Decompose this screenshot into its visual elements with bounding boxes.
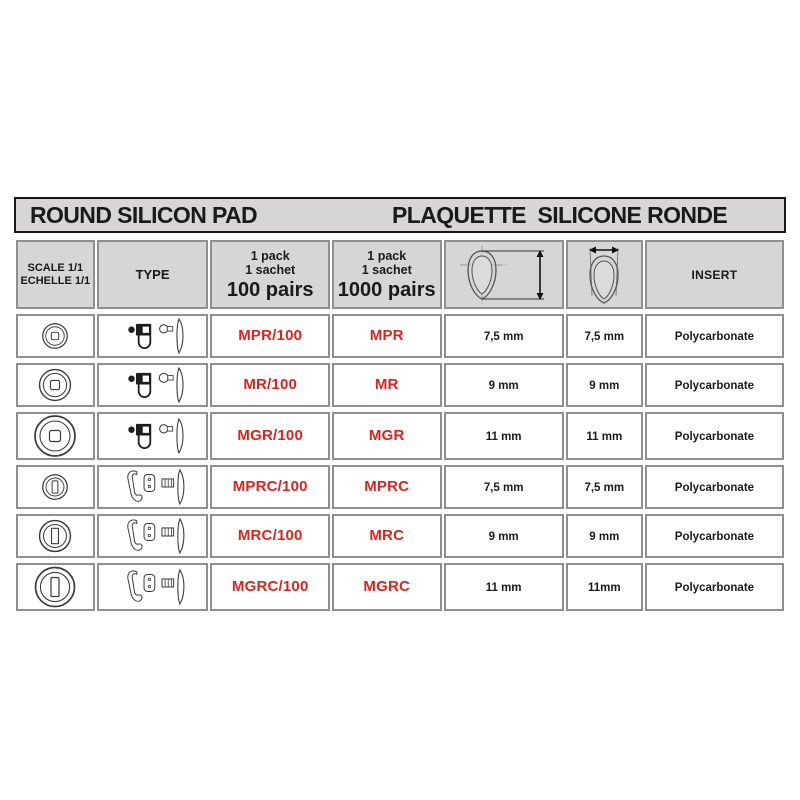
round-pad-slot-hole-icon <box>18 516 93 556</box>
round-pad-slot-hole-icon <box>18 467 93 507</box>
product-code: MPRC <box>364 478 410 495</box>
scale-cell <box>16 514 95 558</box>
pack-label: 1 pack <box>250 248 290 263</box>
insert-material: Polycarbonate <box>674 582 755 594</box>
width-cell <box>566 465 643 509</box>
pairs-100-label: 100 pairs <box>226 278 314 301</box>
product-code: MRC/100 <box>237 527 303 544</box>
hook-clip-pad-icon <box>99 516 207 556</box>
height-cell <box>444 465 564 509</box>
product-code: MGRC <box>363 578 411 595</box>
type-cell <box>97 514 209 558</box>
title-bar <box>14 197 786 233</box>
header-pad-height <box>444 240 564 309</box>
scale-cell <box>16 465 95 509</box>
type-cell <box>97 363 209 407</box>
header-pack-1000 <box>332 240 442 309</box>
table-row <box>16 363 784 407</box>
code-1000-cell <box>332 563 442 611</box>
width-value: 7,5 mm <box>584 331 625 343</box>
code-1000-cell <box>332 465 442 509</box>
header-scale <box>16 240 95 309</box>
code-100-cell <box>210 363 329 407</box>
title-english: ROUND SILICON PAD <box>30 201 258 228</box>
code-100-cell <box>210 412 329 460</box>
insert-material: Polycarbonate <box>674 380 755 392</box>
code-1000-cell <box>332 412 442 460</box>
height-value: 11 mm <box>485 582 522 594</box>
screw-clip-pad-icon <box>99 316 207 356</box>
table-row <box>16 514 784 558</box>
height-value: 9 mm <box>488 531 519 543</box>
screw-clip-pad-icon <box>99 414 207 458</box>
insert-cell <box>645 363 784 407</box>
product-code: MPRC/100 <box>232 478 308 495</box>
product-code: MPR/100 <box>238 327 303 344</box>
pad-height-measure-icon <box>446 242 562 307</box>
header-pad-width <box>566 240 643 309</box>
table-row <box>16 412 784 460</box>
width-value: 11 mm <box>586 431 623 443</box>
type-cell <box>97 465 209 509</box>
width-value: 11mm <box>587 582 621 594</box>
header-row <box>16 240 784 309</box>
scale-label-en: SCALE 1/1 <box>27 261 84 274</box>
product-code: MGR/100 <box>237 427 303 444</box>
insert-material: Polycarbonate <box>674 531 755 543</box>
table-row <box>16 465 784 509</box>
height-value: 7,5 mm <box>483 331 524 343</box>
height-cell <box>444 514 564 558</box>
sachet-label: 1 sachet <box>245 262 296 277</box>
scale-cell <box>16 314 95 358</box>
insert-cell <box>645 314 784 358</box>
type-cell <box>97 563 209 611</box>
pack-label: 1 pack <box>367 248 407 263</box>
product-code: MRC <box>369 527 405 544</box>
pairs-1000-label: 1000 pairs <box>337 278 436 301</box>
code-100-cell <box>210 465 329 509</box>
pad-width-measure-icon <box>568 242 641 307</box>
scale-cell <box>16 563 95 611</box>
height-cell <box>444 563 564 611</box>
product-code: MGR <box>368 427 405 444</box>
round-pad-slot-hole-icon <box>18 565 93 609</box>
code-100-cell <box>210 563 329 611</box>
width-cell <box>566 363 643 407</box>
type-label: TYPE <box>135 266 170 282</box>
insert-cell <box>645 465 784 509</box>
round-pad-square-hole-icon <box>18 316 93 356</box>
hook-clip-pad-icon <box>99 565 207 609</box>
insert-material: Polycarbonate <box>674 331 755 343</box>
round-pad-square-hole-icon <box>18 414 93 458</box>
type-cell <box>97 412 209 460</box>
code-1000-cell <box>332 514 442 558</box>
type-cell <box>97 314 209 358</box>
table-row <box>16 563 784 611</box>
height-value: 9 mm <box>488 380 519 392</box>
product-code: MPR <box>369 327 404 344</box>
width-value: 9 mm <box>589 380 620 392</box>
product-code: MR <box>374 376 399 393</box>
width-cell <box>566 314 643 358</box>
height-cell <box>444 363 564 407</box>
product-code: MGRC/100 <box>231 578 309 595</box>
title-french: PLAQUETTE SILICONE RONDE <box>392 201 728 228</box>
scale-label-fr: ECHELLE 1/1 <box>20 274 91 287</box>
insert-cell <box>645 514 784 558</box>
width-value: 9 mm <box>589 531 620 543</box>
width-cell <box>566 412 643 460</box>
header-pack-100 <box>210 240 329 309</box>
code-100-cell <box>210 314 329 358</box>
width-value: 7,5 mm <box>584 482 625 494</box>
scale-cell <box>16 412 95 460</box>
scale-cell <box>16 363 95 407</box>
width-cell <box>566 563 643 611</box>
sachet-label: 1 sachet <box>361 262 412 277</box>
insert-material: Polycarbonate <box>674 482 755 494</box>
insert-cell <box>645 412 784 460</box>
insert-cell <box>645 563 784 611</box>
product-table <box>14 235 786 616</box>
code-100-cell <box>210 514 329 558</box>
insert-material: Polycarbonate <box>674 431 755 443</box>
width-cell <box>566 514 643 558</box>
height-cell <box>444 412 564 460</box>
height-cell <box>444 314 564 358</box>
height-value: 11 mm <box>485 431 522 443</box>
code-1000-cell <box>332 363 442 407</box>
header-type <box>97 240 209 309</box>
height-value: 7,5 mm <box>483 482 524 494</box>
hook-clip-pad-icon <box>99 467 207 507</box>
insert-label: INSERT <box>691 267 738 282</box>
table-row <box>16 314 784 358</box>
product-code: MR/100 <box>243 376 298 393</box>
screw-clip-pad-icon <box>99 365 207 405</box>
header-insert <box>645 240 784 309</box>
code-1000-cell <box>332 314 442 358</box>
round-pad-square-hole-icon <box>18 365 93 405</box>
